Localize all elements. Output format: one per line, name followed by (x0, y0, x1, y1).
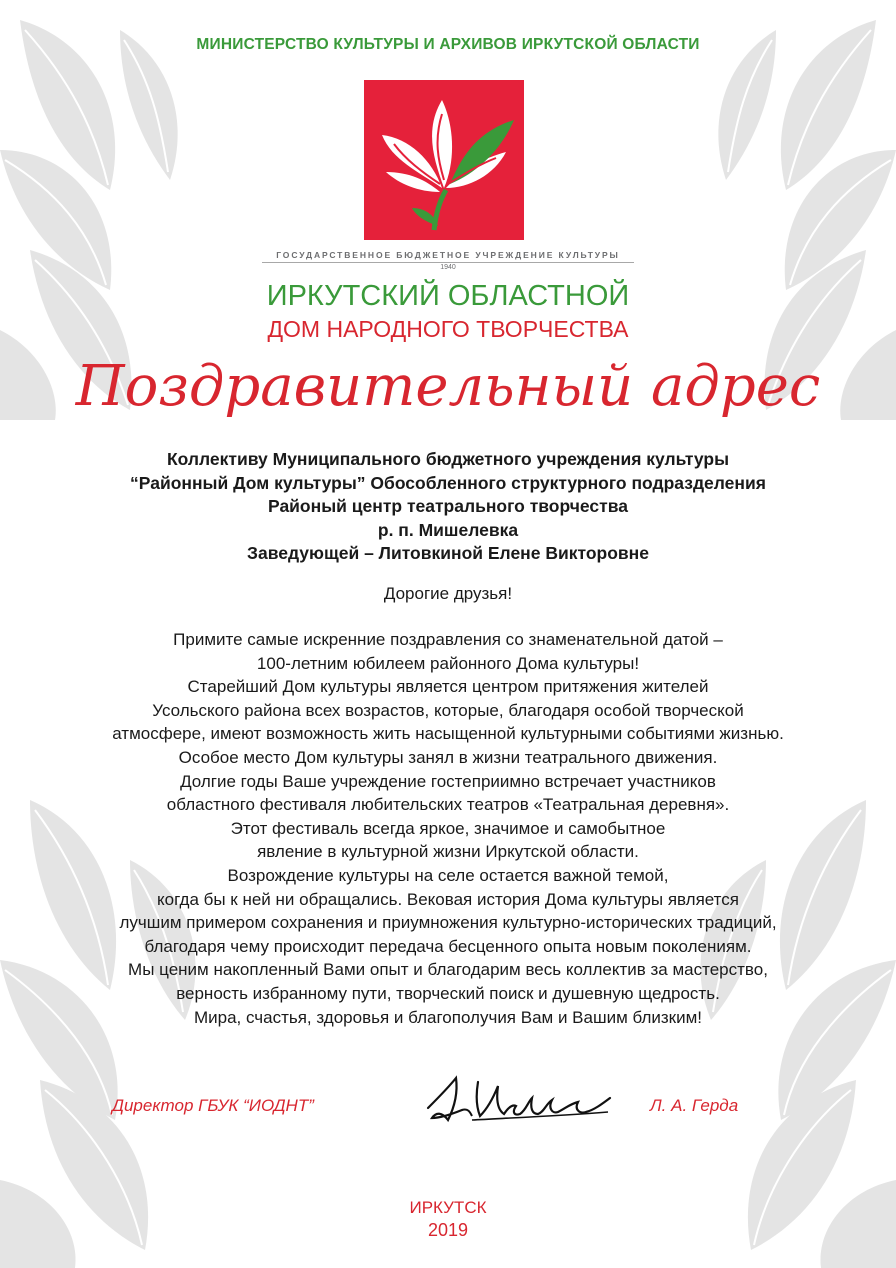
body-line: когда бы к ней ни обращались. Вековая история Дома культуры является (157, 889, 739, 909)
body-line: атмосфере, имеют возможность жить насыщенной культурными событиями жизнью. (112, 724, 784, 744)
greeting: Дорогие друзья! (383, 584, 513, 603)
handwritten-signature (418, 1068, 618, 1130)
org-subtitle: ГОСУДАРСТВЕННОЕ БЮДЖЕТНОЕ УЧРЕЖДЕНИЕ КУЛЬТУРЫ (276, 250, 620, 260)
org-title-line2: ДОМ НАРОДНОГО ТВОРЧЕСТВА (267, 316, 629, 342)
ministry-title: МИНИСТЕРСТВО КУЛЬТУРЫ И АРХИВОВ ИРКУТСКОЙ ОБЛАСТИ (196, 36, 700, 53)
signer-position: Директор ГБУК “ИОДНТ” (112, 1096, 314, 1115)
body-line: Мы ценим накопленный Вами опыт и благодарим весь коллектив за мастерство, (128, 960, 768, 980)
body-line: Мира, счастья, здоровья и благополучия Вам и Вашим близким! (193, 1007, 703, 1027)
body-line: областного фестиваля любительских театров «Театральная деревня». (166, 795, 730, 815)
body-line: Долгие годы Ваше учреждение гостеприимно встречает участников (180, 771, 716, 791)
body-line: явление в культурной жизни Иркутской области. (257, 842, 639, 862)
addressee-line: Коллективу Муниципального бюджетного учреждения культуры (166, 449, 730, 469)
addressee-line: Заведующей – Литовкиной Елене Викторовне (247, 543, 649, 563)
body-line: лучшим примером сохранения и приумножения культурно-исторических традиций, (119, 913, 777, 933)
addressee-line: “Районный Дом культуры” Обособленного структурного подразделения (130, 472, 766, 493)
org-divider (262, 262, 634, 263)
org-founded-year: 1940 (440, 264, 456, 271)
body-line: 100-летним юбилеем районного Дома культуры! (256, 653, 640, 673)
body-line: Особое место Дом культуры занял в жизни театрального движения. (178, 747, 718, 767)
addressee-block (0, 448, 896, 566)
body-line: Старейший Дом культуры является центром притяжения жителей (187, 677, 709, 697)
body-line: Возрождение культуры на селе остается важной темой, (227, 865, 669, 885)
document-heading: Поздравительный адрес (75, 354, 821, 419)
flower-logo (364, 80, 524, 240)
body-line: Этот фестиваль всегда яркое, значимое и самобытное (230, 818, 666, 838)
org-title-line1: ИРКУТСКИЙ ОБЛАСТНОЙ (266, 280, 630, 312)
body-line: Усольского района всех возрастов, которые, благодаря особой творческой (152, 700, 744, 720)
body-line: Примите самые искренние поздравления со знаменательной датой – (173, 630, 723, 649)
addressee-line: Районый центр театрального творчества (268, 496, 628, 516)
body-text (0, 628, 896, 1029)
signer-name: Л. А. Герда (650, 1096, 739, 1115)
addressee-line: р. п. Мишелевка (377, 519, 519, 540)
body-line: верность избранному пути, творческий поиск и душевную щедрость. (176, 983, 720, 1003)
footer-city: ИРКУТСК (409, 1198, 487, 1217)
body-line: благодаря чему происходит передача бесценного опыта новым поколениям. (144, 936, 752, 956)
footer-year: 2019 (427, 1220, 469, 1240)
